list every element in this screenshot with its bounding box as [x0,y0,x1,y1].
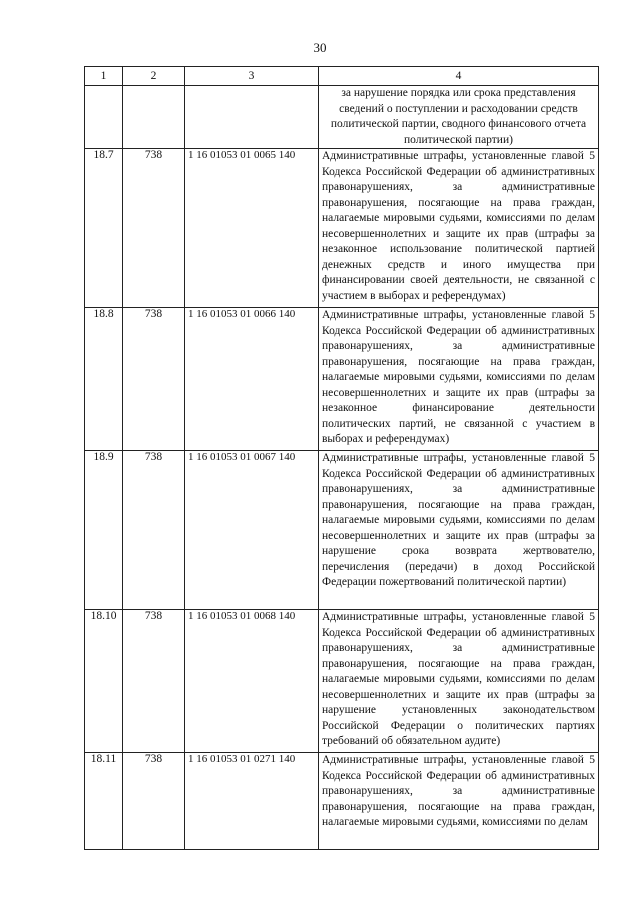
column-header-4: 4 [319,67,599,86]
row-number: 18.10 [85,610,123,753]
kbk-code: 1 16 01053 01 0065 140 [185,149,319,308]
row-description: Административные штрафы, установленные главой 5 Кодекса Российской Федерации об административных правонарушениях, за административные правонарушения, посягающие на права граждан, налагаемые мировыми судьями, комиссиями по делам несовершеннолетних и защите их прав (штрафы за незаконное использование политической партией денежных средств и иного имущества при финансировании своей деятельности, не связанной с участием в выборах и референдумах) [319,149,599,308]
column-header-1: 1 [85,67,123,86]
table-row [85,753,599,850]
table-header-row [85,67,599,86]
row-number: 18.11 [85,753,123,850]
admin-code: 738 [123,753,185,850]
table-row [85,451,599,610]
row-description: Административные штрафы, установленные главой 5 Кодекса Российской Федерации об административных правонарушениях, за административные правонарушения, посягающие на права граждан, налагаемые мировыми судьями, комиссиями по делам несовершеннолетних и защите их прав (штрафы за нарушение установленных законодательством Российской Федерации о политических партиях требований об обязательном аудите) [319,610,599,753]
column-header-2: 2 [123,67,185,86]
row-description: Административные штрафы, установленные главой 5 Кодекса Российской Федерации об административных правонарушениях, за административные правонарушения, посягающие на права граждан, налагаемые мировыми судьями, комиссиями по делам несовершеннолетних и защите их прав (штрафы за нарушение срока возврата жертвователю, перечисления (передачи) в доход Российской Федерации пожертвований политической партии) [319,451,599,610]
column-header-3: 3 [185,67,319,86]
row-number: 18.9 [85,451,123,610]
row-description: Административные штрафы, установленные главой 5 Кодекса Российской Федерации об административных правонарушениях, за административные правонарушения, посягающие на права граждан, налагаемые мировыми судьями, комиссиями по делам несовершеннолетних и защите их прав (штрафы за незаконное финансирование деятельности политических партий, не связанной с участием в выборах и референдумах) [319,308,599,451]
kbk-code: 1 16 01053 01 0271 140 [185,753,319,850]
admin-code: 738 [123,451,185,610]
table-row-continuation [85,86,599,149]
admin-code: 738 [123,149,185,308]
row-description: Административные штрафы, установленные главой 5 Кодекса Российской Федерации об административных правонарушениях, за административные правонарушения, посягающие на права граждан, налагаемые мировыми судьями, комиссиями по делам [319,753,599,850]
page-number: 30 [313,40,327,55]
kbk-code: 1 16 01053 01 0066 140 [185,308,319,451]
table-row [85,308,599,451]
admin-code: 738 [123,610,185,753]
row-number: 18.7 [85,149,123,308]
row-number: 18.8 [85,308,123,451]
kbk-code: 1 16 01053 01 0068 140 [185,610,319,753]
admin-code: 738 [123,308,185,451]
kbk-code: 1 16 01053 01 0067 140 [185,451,319,610]
budget-classification-table [84,66,599,850]
table-row [85,149,599,308]
continuation-text: за нарушение порядка или срока представления сведений о поступлении и расходовании средств политической партии, сводного финансового отчета политической партии) [319,86,599,149]
table-row [85,610,599,753]
